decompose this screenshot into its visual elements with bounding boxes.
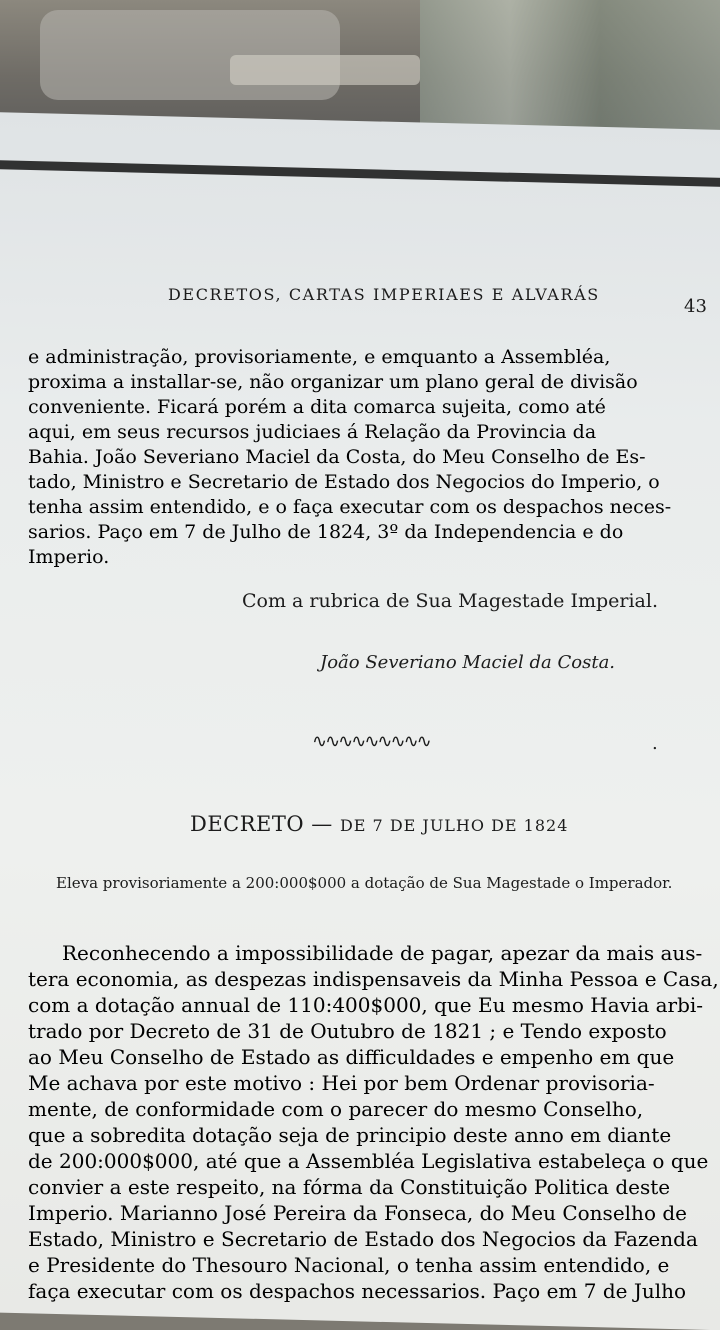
running-head: DECRETOS, CARTAS IMPERIAES E ALVARÁS [168, 285, 600, 304]
decree-body [28, 940, 719, 1304]
text-line: tenha assim entendido, e o faça executar com os despachos neces- [28, 496, 672, 518]
text-line: mente, de conformidade com o parecer do mesmo Conselho, [28, 1097, 644, 1121]
paragraph-1 [28, 345, 708, 570]
text-line: com a dotação annual de 110:400$000, que Eu mesmo Havia arbi- [28, 993, 704, 1017]
text-line: Imperio. Marianno José Pereira da Fonseca, do Meu Conselho de [28, 1201, 687, 1225]
text-line: tera economia, as despezas indispensaveis da Minha Pessoa e Casa, [28, 967, 719, 991]
text-line: conveniente. Ficará porém a dita comarca sujeita, como até [28, 396, 606, 418]
text-line: tado, Ministro e Secretario de Estado dos Negocios do Imperio, o [28, 471, 660, 493]
text-line: Reconhecendo a impossibilidade de pagar, apezar da mais aus- [62, 941, 703, 965]
decree-title [190, 812, 568, 836]
text-line: e administração, provisoriamente, e emquanto a Assembléa, [28, 346, 611, 368]
text-line: de 200:000$000, até que a Assembléa Legislativa estabeleça o que [28, 1149, 709, 1173]
section-ornament: ∿∿∿∿∿∿∿∿∿ [312, 731, 430, 752]
rubric-line: Com a rubrica de Sua Magestade Imperial. [242, 590, 658, 612]
text-line: que a sobredita dotação seja de principio deste anno em diante [28, 1123, 672, 1147]
text-line: trado por Decreto de 31 de Outubro de 1821 ; e Tendo exposto [28, 1019, 667, 1043]
decree-summary: Eleva provisoriamente a 200:000$000 a dotação de Sua Magestade o Imperador. [56, 874, 673, 892]
text-line: ao Meu Conselho de Estado as difficuldades e empenho em que [28, 1045, 675, 1069]
text-line: Imperio. [28, 546, 110, 568]
top-border-rule [0, 160, 720, 187]
text-line: e Presidente do Thesouro Nacional, o tenha assim entendido, e [28, 1253, 670, 1277]
decree-title-date: DE 7 DE JULHO DE 1824 [339, 816, 569, 835]
text-line: convier a este respeito, na fórma da Constituição Politica deste [28, 1175, 671, 1199]
text-line: Me achava por este motivo : Hei por bem Ordenar provisoria- [28, 1071, 655, 1095]
stray-dot: . [652, 733, 658, 754]
decree-title-main: DECRETO — [190, 812, 340, 836]
text-line: faça executar com os despachos necessarios. Paço em 7 de Julho [28, 1279, 687, 1303]
text-line: Estado, Ministro e Secretario de Estado dos Negocios da Fazenda [28, 1227, 698, 1251]
text-line: Bahia. João Severiano Maciel da Costa, do Meu Conselho de Es- [28, 446, 646, 468]
text-line: sarios. Paço em 7 de Julho de 1824, 3º da Independencia e do [28, 521, 624, 543]
text-line: aqui, em seus recursos judiciaes á Relação da Provincia da [28, 421, 597, 443]
page-number: 43 [684, 296, 707, 317]
background-tray [230, 55, 420, 85]
text-line: proxima a installar-se, não organizar um plano geral de divisão [28, 371, 638, 393]
signatory-name: João Severiano Maciel da Costa. [320, 652, 616, 673]
